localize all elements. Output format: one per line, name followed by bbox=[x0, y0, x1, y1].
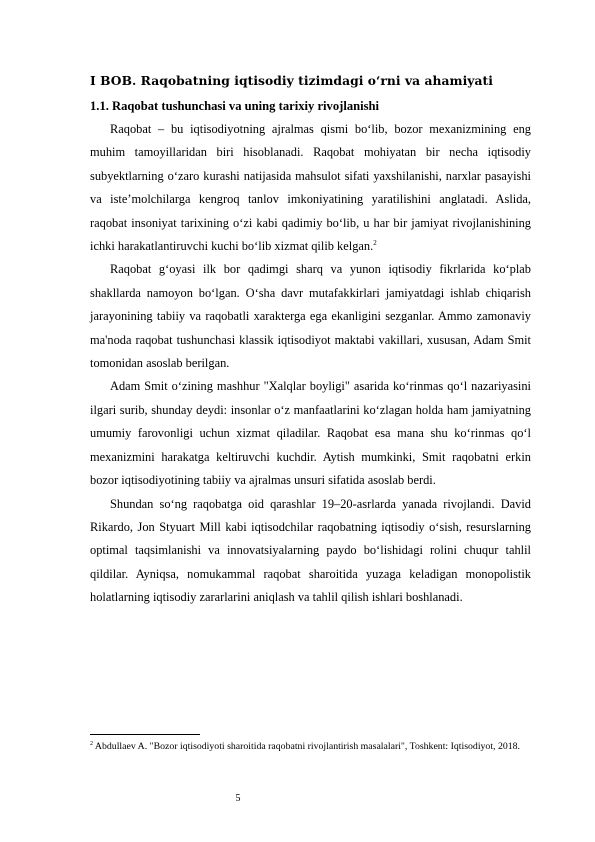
footnote bbox=[90, 738, 531, 757]
footnote-text: Abdullaev A. "Bozor iqtisodiyoti sharoitida raqobatni rivojlantirish masalalari", Toshkent: Iqtisodiyot, 2018. bbox=[94, 741, 520, 752]
footnote-marker: 2 bbox=[90, 741, 93, 747]
paragraph: Shundan so‘ng raqobatga oid qarashlar 19–20-asrlarda yanada rivojlandi. David Rikardo, Jon Styuart Mill kabi iqtisodchilar raqobatning iqtisodiy o‘sish, resurslarning optimal taqsimlanishi va innovatsiyalarning paydo bo‘lishidagi rolini chuqur tahlil qildilar. Ayniqsa, nomukammal raqobat sharoitida yuzaga keladigan monopolistik holatlarning iqtisodiy zararlarini aniqlash va tahlil qilish ishlari boshlanadi. bbox=[90, 496, 531, 605]
paragraph-text: Raqobat – bu iqtisodiyotning ajralmas qismi bo‘lib, bozor mexanizmining eng muhim tamoyillaridan biri hisoblanadi. Raqobat mohiyatan bir necha iqtisodiy subyektlarning o‘zaro kurashi natijasida mahsulot sifati yaxshilanishi, narxlar pasayishi va iste’molchilarga kengroq tanlov imkoniyatining yaratilishini anglatadi. Aslida, raqobat insoniyat tarixining o‘zi kabi qadimiy bo‘lib, u har bir jamiyat rivojlanishining ichki harakatlantiruvchi kuchi bo‘lib xizmat qilib kelgan. bbox=[90, 122, 531, 254]
footnote-divider bbox=[90, 734, 200, 735]
paragraph: Raqobat g‘oyasi ilk bor qadimgi sharq va yunon iqtisodiy fikrlarida ko‘plab shakllarda namoyon bo‘lgan. O‘sha davr mutafakkirlari jamiyatdagi ishlab chiqarish jarayonining tabiiy va raqobatli xarakterga ega ekanligini sezganlar. Ammo zamonaviy ma'noda raqobat tushunchasi klassik iqtisodiyot maktabi vakillari, xususan, Adam Smit tomonidan asoslab berilgan. bbox=[90, 262, 531, 371]
page-number: 5 bbox=[235, 793, 241, 804]
footnote-reference: 2 bbox=[373, 239, 377, 248]
chapter-title: I BOB. Raqobatning iqtisodiy tizimdagi o‘rni va ahamiyati bbox=[90, 73, 493, 88]
section-title: 1.1. Raqobat tushunchasi va uning tarixiy rivojlanishi bbox=[90, 99, 380, 113]
paragraph bbox=[90, 118, 531, 258]
body-text bbox=[90, 118, 531, 610]
paragraph: Adam Smit o‘zining mashhur "Xalqlar boyligi" asarida ko‘rinmas qo‘l nazariyasini ilgari surib, shunday deydi: insonlar o‘z manfaatlarini ko‘zlagan holda ham jamiyatning umumiy farovonligi uchun xizmat qiladilar. Raqobat esa mana shu ko‘rinmas qo‘l mexanizmini harakatga keltiruvchi kuchdir. Aytish mumkinki, Smit raqobatni erkin bozor iqtisodiyotining tabiiy va ajralmas unsuri sifatida asoslab berdi. bbox=[90, 379, 531, 488]
